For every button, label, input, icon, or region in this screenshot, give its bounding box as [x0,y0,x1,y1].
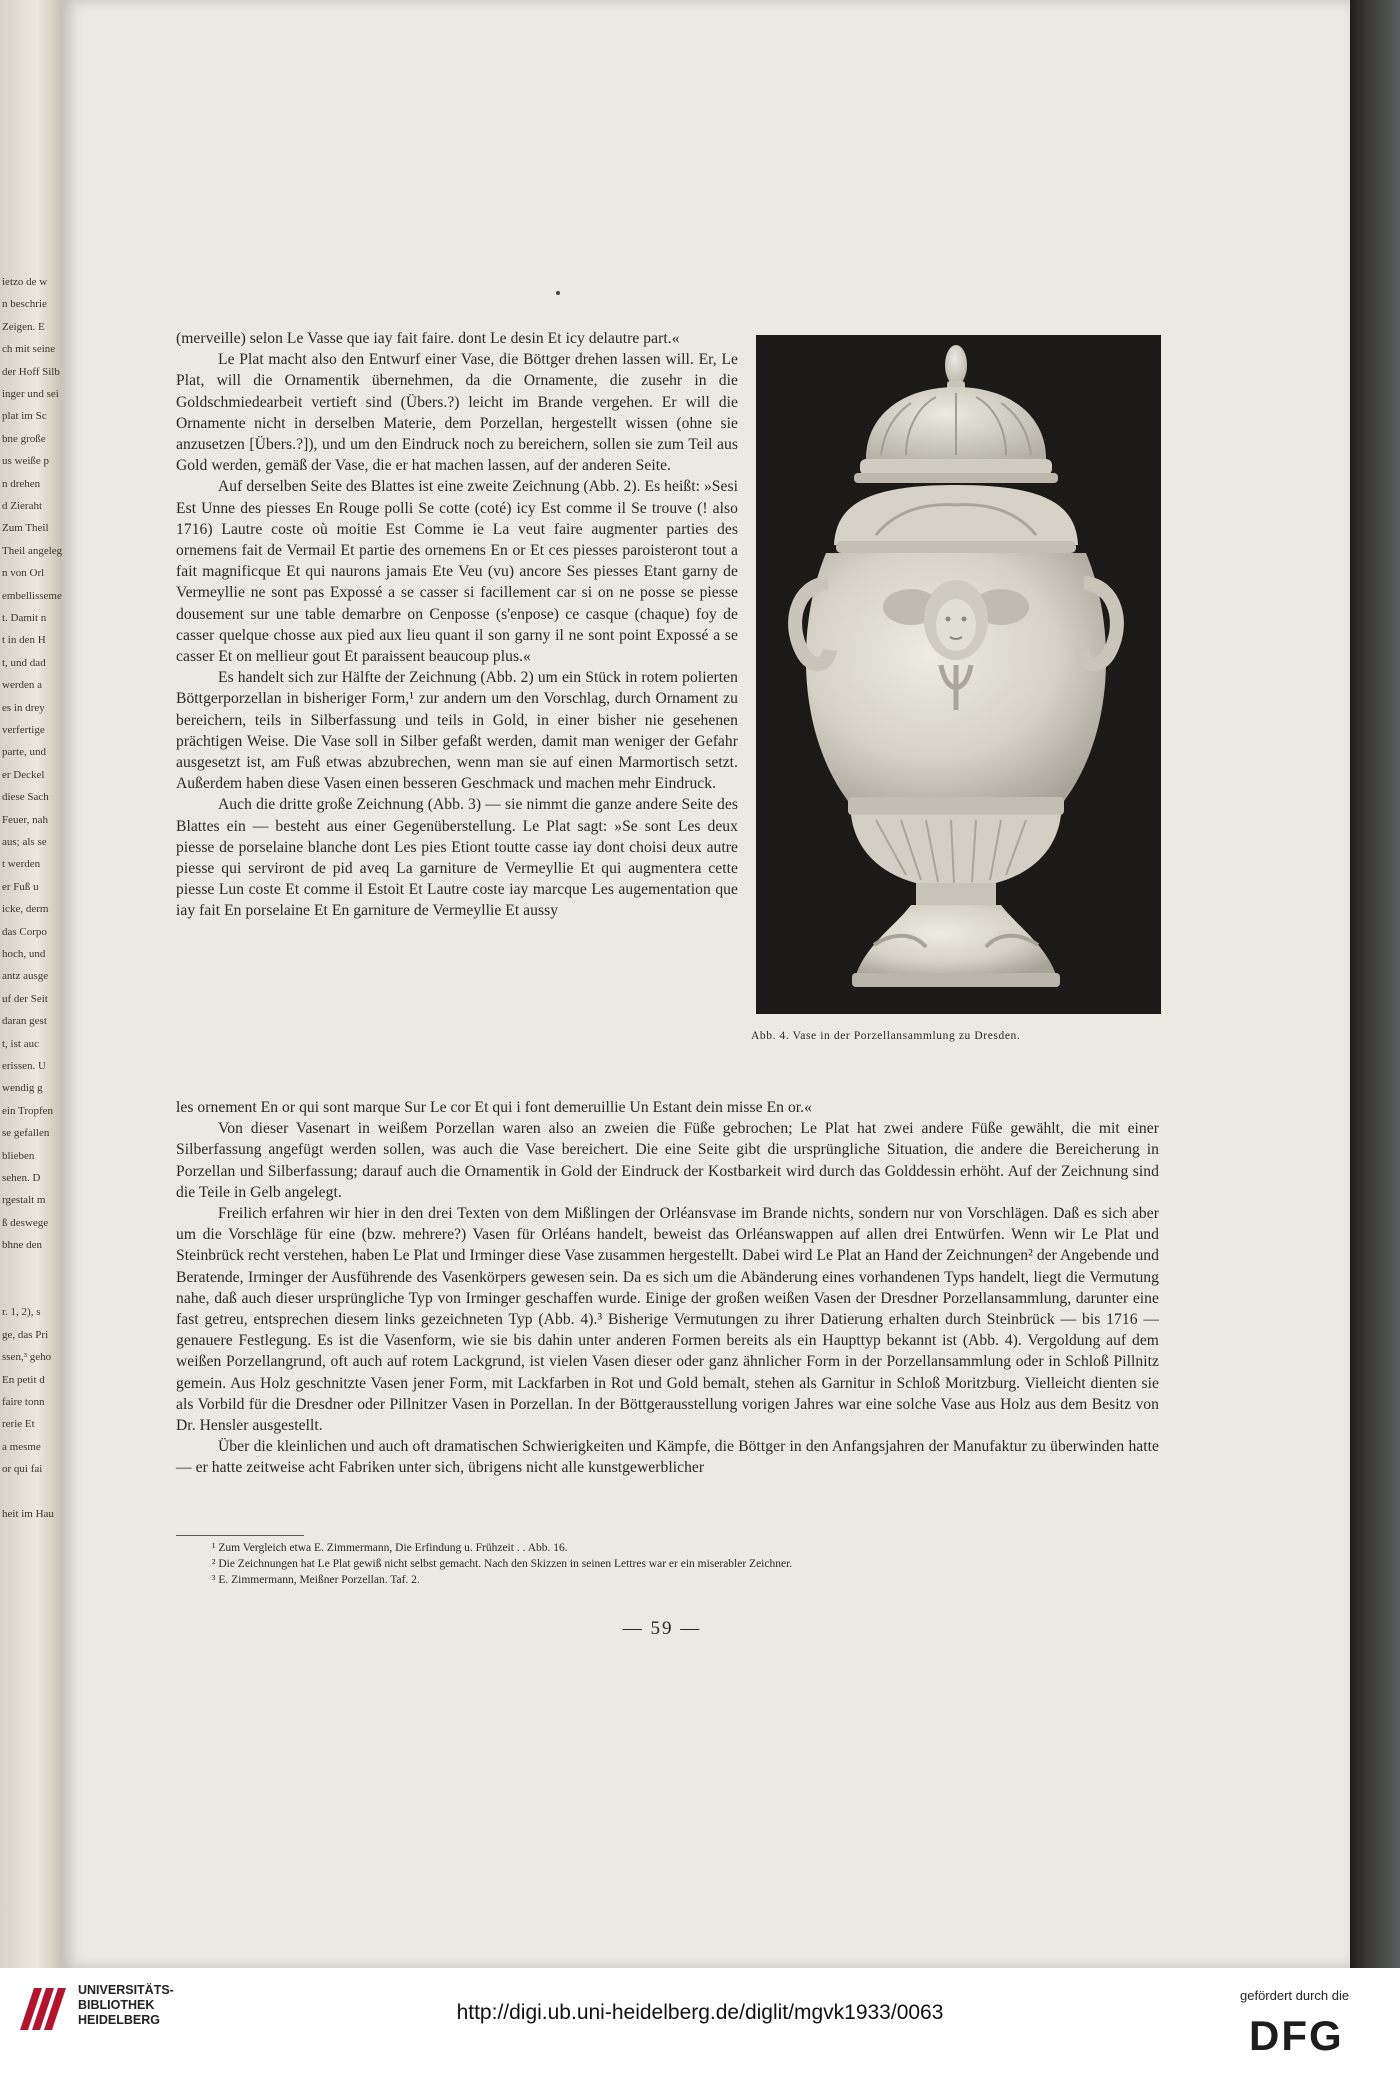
previous-page-fragment: faire tonn [2,1396,45,1408]
footnotes [212,1540,1152,1588]
footnote: ³ E. Zimmermann, Meißner Porzellan. Taf. 2. [212,1574,420,1586]
previous-page-fragment: Zum Theil [2,522,49,535]
previous-page-fragment: n drehen [2,477,41,490]
previous-page-fragment: n beschrie [2,298,47,311]
previous-page-edge [0,0,62,1968]
previous-page-fragment: ein Tropfen [2,1104,54,1117]
previous-page-fragment: bne große [2,432,46,445]
university-name-line: BIBLIOTHEK [78,1998,155,2012]
previous-page-fragment: antz ausge [2,970,49,983]
paragraph: Auch die dritte große Zeichnung (Abb. 3) — sie nimmt die ganze andere Seite des Blattes ein — besteht aus einer Gegenüberstellung. Le Plat sagt: »Se sont Les deux piesse de porselaine blanche dont Les pies Etiont toutte casse iay dont choisi deux autre piesse qui serviront de pid aveq La garniture de Vermeyllie Et qui augmentera cette piesse Lun coste Et comme il Estoit Et Lautre coste iay marcque Les augementation que iay fait En porselaine Et En garniture de Vermeyllie Et aussy [176,796,738,920]
paragraph: (merveille) selon Le Vasse que iay fait faire. dont Le desin Et icy delautre part.« [176,330,680,347]
previous-page-fragment: or qui fai [2,1463,43,1476]
previous-page-fragment: erissen. U [2,1060,46,1072]
paragraph: Von dieser Vasenart in weißem Porzellan waren also an zweien die Füße gebrochen; Le Plat hat zwei andere Füße gewählt, die mit einer Silberfassung angefügt werden sollen, was auch die Vase bereichert. Die eine Seite gibt die ursprüngliche Situation, die andere die Bereicherung in Porzellan und Silberfassung; darauf auch die Ornamentik in Gold der Eindruck der Kostbarkeit wird durch das Golddessin erhöht. Auf der Zeichnung sind die Teile in Gelb angelegt. [176,1120,1159,1201]
paragraph: Freilich erfahren wir hier in den drei Texten von dem Mißlingen der Orléansvase im Brande nichts, sondern nur von Vorschlägen. Daß es sich aber um die Vorschläge für eine (bzw. mehrere?) Vasen für Orléans handelt, beweist das Orléanswappen auf allen drei Entwürfen. Wenn wir Le Plat und Steinbrück recht verstehen, haben Le Plat und Irminger diese Vase zusammen hergestellt. Dabei wird Le Plat an Hand der Zeichnungen² der Angebende und Beratende, Irminger der Ausführende des Vasenkörpers gewesen sein. Da es sich um die Abänderung eines vorhandenen Typs handelt, liegt die Vermutung nahe, daß auch dieser ursprüngliche Typ von Irminger geschaffen wurde. Einige der großen weißen Vasen der Dresdner Porzellansammlung, darunter eine fast getreu, entsprechen diesem links gezeichneten Typ (Abb. 4).³ Bisherige Vermutungen zu ihrer Datierung erhalten durch Steinbrück — bis 1716 — genauere Festlegung. Es ist die Vasenform, wie sie bis dahin unter anderen Formen bereits als ein Haupttyp bekannt ist (Abb. 4). Vergoldung auf dem weißen Porzellangrund, oft auch auf rotem Lackgrund, ist vielen Vasen dieser oder ganz ähnlicher Form in der Porzellansammlung oder in Schloß Pillnitz gemein. Aus Holz geschnitzte Vasen jener Form, mit Lackfarben in Rot und Gold bemalt, stehen als Garnitur in Schloß Moritzburg. Vielleicht dienten sie als Vorbild für die Dresdner oder Pillnitzer Vasen in Porzellan. In der Böttgerausstellung vorigen Jahres war eine solche Vase aus Holz aus dem Besitz von Dr. Hensler ausgestellt. [176,1205,1159,1435]
previous-page-fragment: t werden [2,858,41,871]
book-edge [1350,0,1400,1968]
previous-page-fragment: n von Orl [2,567,45,580]
book-page [62,0,1350,1968]
previous-page-fragment: der Hoff Silb [2,365,60,378]
previous-page-fragment: ietzo de w [2,276,48,288]
previous-page-fragment: daran gest [2,1015,47,1028]
figure-caption: Abb. 4. Vase in der Porzellansammlung zu Dresden. [751,1030,1021,1042]
footnote-rule [176,1535,304,1536]
previous-page-fragment: werden a [2,679,43,692]
previous-page-fragment: uf der Seit [2,992,48,1005]
previous-page-fragment: ß deswege [2,1216,49,1229]
previous-page-fragment: ge, das Pri [2,1328,49,1341]
previous-page-fragment: t in den H [2,634,46,647]
previous-page-fragment: Theil angeleg [2,544,62,557]
previous-page-fragment: diese Sach [2,791,49,804]
previous-page-fragment: embellisseme [2,589,62,602]
paragraph: Über die kleinlichen und auch oft dramatischen Schwierigkeiten und Kämpfe, die Böttger in den Anfangsjahren der Manufaktur zu überwinden hatte — er hatte zeitweise acht Fabriken unter sich, übrigens nicht alle kunstgewerblicher [176,1438,1159,1477]
previous-page-fragment: inger und sei [2,388,59,400]
previous-page-fragment: heit im Hau [2,1508,54,1520]
previous-page-fragment: icke, derm [2,903,49,916]
page-mark [556,291,560,295]
vase-illustration [756,335,1161,1014]
university-name-line: HEIDELBERG [78,2013,160,2027]
previous-page-fragment: se gefallen [2,1127,50,1140]
finial [945,345,967,385]
university-name-line: UNIVERSITÄTS- [78,1983,174,1997]
previous-page-fragment: verfertige [2,724,45,736]
previous-page-fragment: sehen. D [2,1172,41,1184]
previous-page-fragment: us weiße p [2,455,50,468]
previous-page-fragment: ssen,³ geho [2,1351,52,1364]
viewer-footer [0,1968,1400,2079]
previous-page-fragment: plat im Sc [2,410,47,423]
previous-page-fragment: a mesme [2,1440,41,1453]
footnote: ¹ Zum Vergleich etwa E. Zimmermann, Die Erfindung u. Frühzeit . . Abb. 16. [212,1542,568,1554]
previous-page-fragment: hoch, und [2,948,46,960]
previous-page-fragment: Feuer, nah [2,813,48,826]
previous-page-fragment: bhne den [2,1239,43,1252]
previous-page-fragment: rgestalt m [2,1194,46,1207]
university-logo-icon[interactable] [14,1980,70,2036]
previous-page-fragment: rerie Et [2,1418,35,1431]
university-name [78,1983,174,2028]
previous-page-fragment: wendig g [2,1082,43,1095]
previous-page-fragment: er Fuß u [2,880,39,893]
previous-page-fragment: r. 1, 2), s [2,1306,41,1319]
previous-page-fragment: parte, und [2,746,46,759]
paragraph: les ornement En or qui sont marque Sur Le cor Et qui i font demeruillie Un Estant dein misse En or.« [176,1099,812,1116]
footnote: ² Die Zeichnungen hat Le Plat gewiß nicht selbst gemacht. Nach den Skizzen in seinen Lettres war er ein miserabler Zeichner. [212,1558,793,1570]
previous-page-fragment: t, ist auc [2,1037,39,1050]
dfg-logo[interactable]: DFG [1249,2012,1344,2059]
previous-page-fragment: Zeigen. E [2,320,45,333]
previous-page-fragment: En petit d [2,1373,45,1386]
text-column-full [176,1097,1159,1479]
previous-page-fragment: t. Damit n [2,612,47,624]
paragraph: Le Plat macht also den Entwurf einer Vase, die Böttger drehen lassen will. Er, Le Plat, will die Ornamentik übernehmen, da die Ornamente, die zusehr in die Goldschmiedearbeit vertieft sind (Übers.?) leicht im Brande vergehen. Er will die Ornamente nicht in derselben Materie, dem Porzellan, hergestellt wissen (ohne sie anzusetzen [Übers.?]), und um den Eindruck noch zu bereichern, sollen sie zum Teil aus Gold werden, gemäß der Vase, die er hat machen lassen, auf der anderen Seite. [176,351,738,475]
previous-page-fragment: t, und dad [2,656,46,669]
vase-photograph [756,335,1161,1014]
previous-page-fragment: d Zieraht [2,500,43,512]
page-number: — 59 — [622,1618,702,1639]
funding-text: gefördert durch die [1240,1988,1350,2003]
previous-page-fragment: ch mit seine [2,343,56,356]
paragraph: Auf derselben Seite des Blattes ist eine zweite Zeichnung (Abb. 2). Es heißt: »Sesi Est Unne des piesses En Rouge polli Se cotte (coté) icy Est comme il Se trouve (! also 1716) Lautre coste où moitie Est Comme ie La veut faire augmenter parties des ornemens fait de Vermail Et partie des ornemens En or Et ces piesses paroisteront tout a fait magnificque Et qui naurons jamais Ete Veu (vu) ancore Ses piesses Etant garny de Vermeyllie ne sont pas Expossé a se casser si facillement car si on ne posse se piesse dousement sur une table demarbre on Cenposse (s'enpose) ce casque (chaque) foy de casser quelque chosse aux pied aux lieu quant il son garny il ne sont point Expossé a se casser Et on mellieur gout Et paraissent beaucoup plus.« [176,478,738,666]
paragraph: Es handelt sich zur Hälfte der Zeichnung (Abb. 2) um ein Stück in rotem polierten Böttgerporzellan in bisheriger Form,¹ zur andern um den Vorschlag, durch Ornament zu bereichern, teils in Silberfassung und teils in Gold, in einer bisher nie gesehenen prächtigen Weise. Die Vase soll in Silber gefaßt werden, damit man weniger der Gefahr ausgesetzt ist, am Fuß etwas abzubrechen, wenn man sie auf einen Marmortisch setzt. Außerdem haben diese Vasen einen besseren Geschmack und machen mehr Eindruck. [176,669,738,793]
permalink-url[interactable]: http://digi.ub.uni-heidelberg.de/diglit/mgvk1933/0063 [456,2001,944,2024]
text-column-top [176,328,738,922]
previous-page-fragment: das Corpo [2,925,47,938]
previous-page-fragment: es in drey [2,701,45,714]
previous-page-fragment: er Deckel [2,768,45,781]
previous-page-fragment: blieben [2,1149,35,1162]
previous-page-fragment: aus; als se [2,836,47,848]
